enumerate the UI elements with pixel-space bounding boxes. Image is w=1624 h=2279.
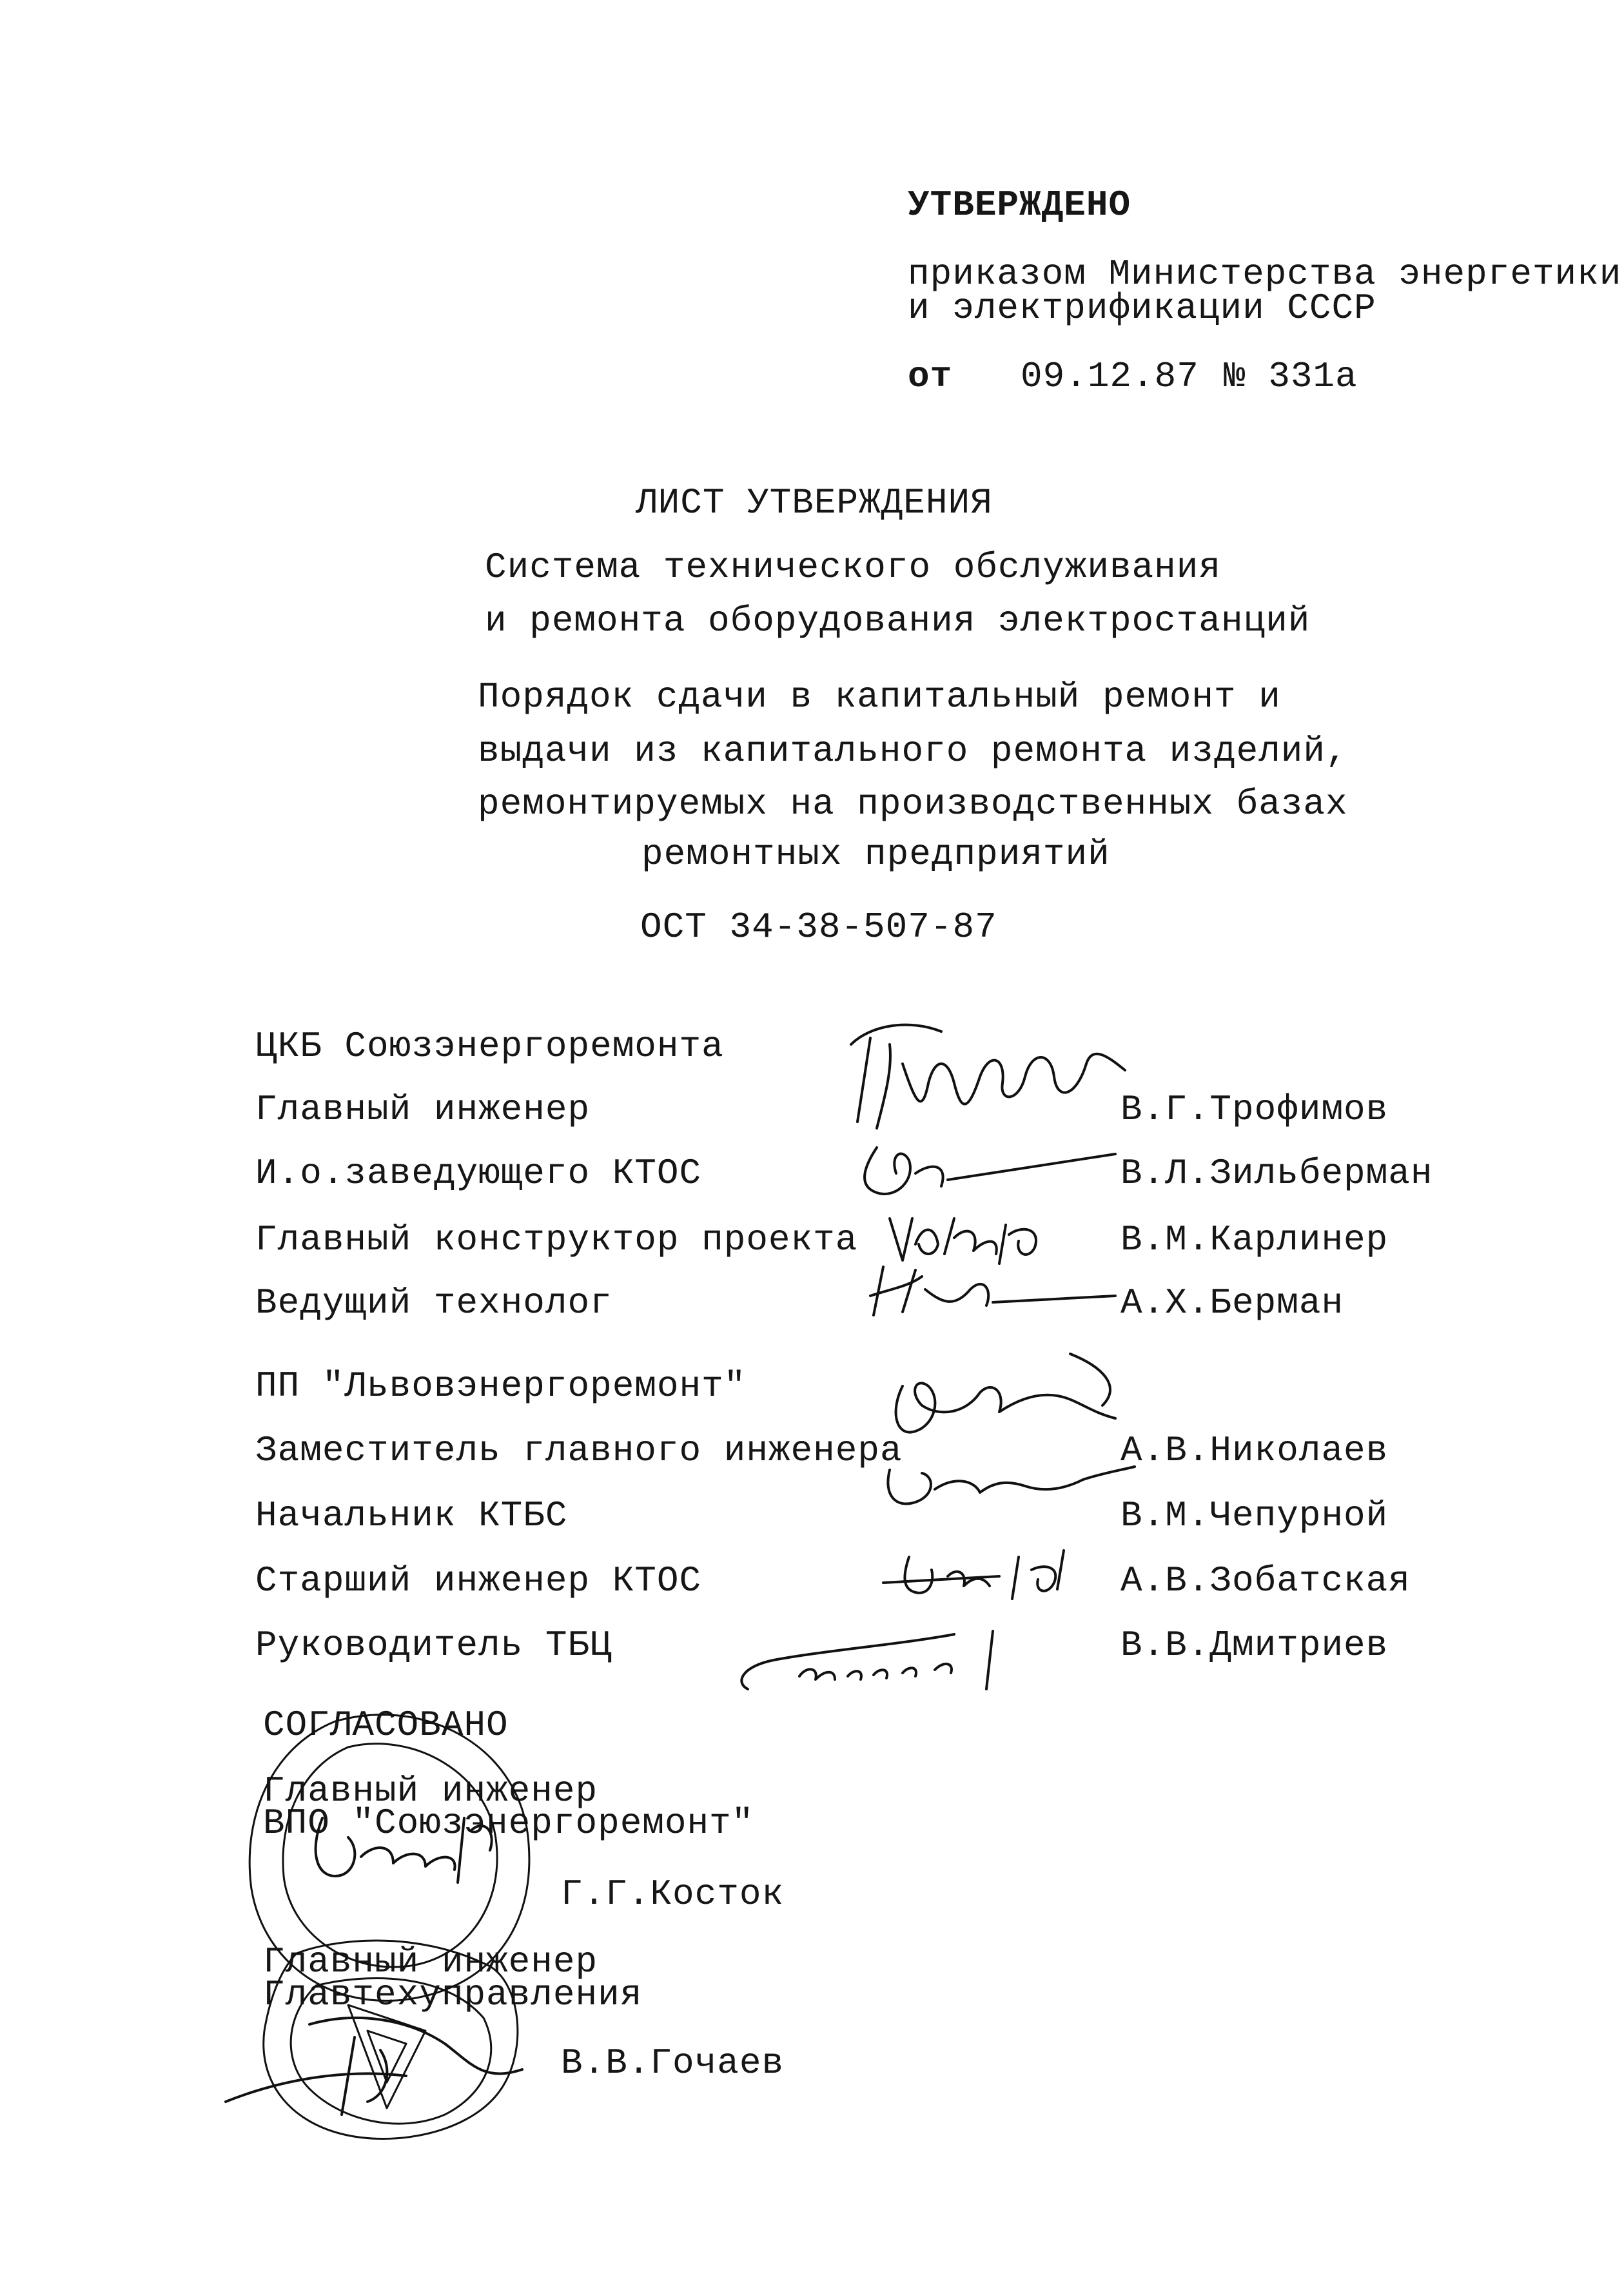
system-line-2: и ремонта оборудования электростанций	[485, 600, 1311, 641]
approval-heading: УТВЕРЖДЕНО	[908, 184, 1131, 226]
org2-person-3: А.В.Зобатская	[1120, 1560, 1411, 1601]
org2-name: ПП "Львовэнергоремонт"	[255, 1365, 747, 1407]
agreed-person-2: В.В.Гочаев	[561, 2042, 785, 2084]
approval-order-line1: приказом Министерства энергетики	[908, 253, 1622, 295]
agreed-heading: СОГЛАСОВАНО	[263, 1705, 509, 1746]
org2-person-4: В.В.Дмитриев	[1120, 1625, 1389, 1666]
org1-name: ЦКБ Союзэнергоремонта	[255, 1026, 724, 1067]
org2-position-4: Руководитель ТБЦ	[255, 1625, 612, 1666]
approval-date-prefix: от	[908, 356, 953, 397]
org1-person-2: В.Л.Зильберман	[1120, 1153, 1433, 1194]
org2-position-2: Начальник КТБС	[255, 1495, 568, 1536]
org2-position-3: Старший инженер КТОС	[255, 1560, 702, 1601]
signature-zilberman	[838, 1135, 1122, 1206]
approval-order-line2: и электрификации СССР	[908, 288, 1376, 329]
subject-line-3: ремонтируемых на производственных базах	[478, 783, 1348, 825]
signature-chepurnoy	[870, 1444, 1141, 1521]
org2-person-1: А.В.Николаев	[1120, 1430, 1389, 1471]
subject-line-1: Порядок сдачи в капитальный ремонт и	[478, 676, 1281, 718]
subject-line-2: выдачи из капитального ремонта изделий,	[478, 730, 1348, 772]
org1-position-4: Ведущий технолог	[255, 1282, 612, 1324]
official-seal	[219, 1696, 554, 2173]
org1-person-4: А.Х.Берман	[1120, 1282, 1344, 1324]
system-line-1: Система технического обслуживания	[485, 547, 1221, 588]
agreed-line-4: Главтехуправления	[263, 1974, 643, 2015]
org2-person-2: В.М.Чепурной	[1120, 1495, 1389, 1536]
org1-position-2: И.о.заведующего КТОС	[255, 1153, 702, 1194]
org1-position-1: Главный инженер	[255, 1089, 591, 1130]
agreed-line-1: Главный инженер	[263, 1770, 598, 1812]
org1-position-3: Главный конструктор проекта	[255, 1219, 858, 1260]
org2-position-1: Заместитель главного инженера	[255, 1430, 903, 1471]
org1-person-3: В.М.Карлинер	[1120, 1219, 1389, 1260]
agreed-line-2: ВПО "Союзэнергоремонт"	[263, 1803, 754, 1844]
sheet-title: ЛИСТ УТВЕРЖДЕНИЯ	[636, 482, 993, 523]
signature-zobatskaya	[870, 1538, 1083, 1615]
signature-berman	[864, 1251, 1122, 1322]
signature-trofimov	[832, 1006, 1135, 1135]
approval-date: 09.12.87	[1021, 356, 1199, 397]
agreed-person-1: Г.Г.Косток	[561, 1873, 785, 1915]
signature-dmitriev	[722, 1605, 1032, 1708]
approval-number: № 331а	[1224, 356, 1358, 397]
standard-number: ОСТ 34-38-507-87	[640, 906, 997, 948]
org1-person-1: В.Г.Трофимов	[1120, 1089, 1389, 1130]
signature-nikolaev	[870, 1347, 1128, 1451]
agreed-line-3: Главный инженер	[263, 1941, 598, 1982]
subject-line-4: ремонтных предприятий	[641, 834, 1110, 875]
